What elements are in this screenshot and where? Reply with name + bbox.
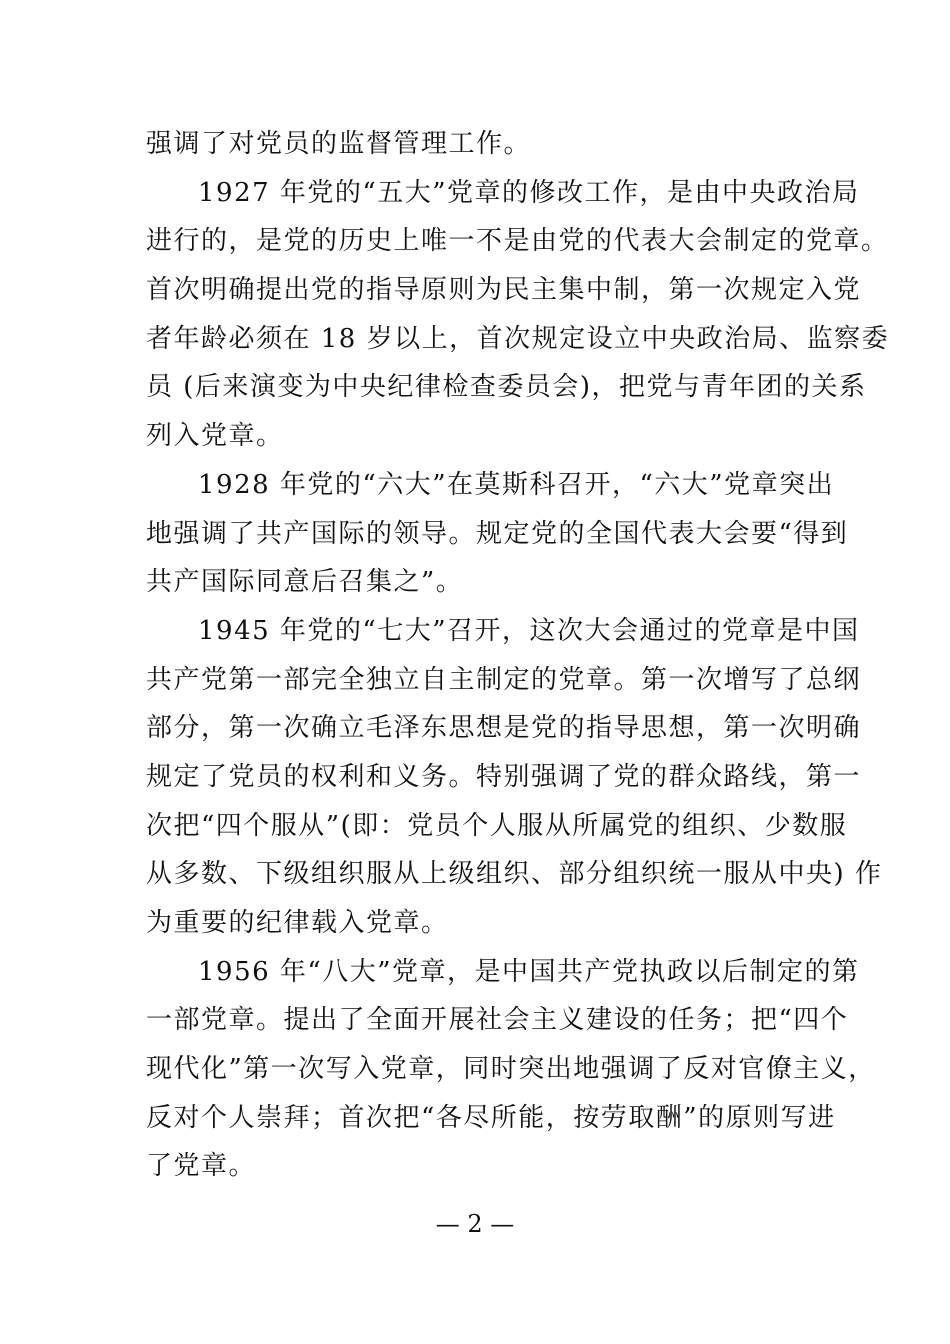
text-line: 进行的，是党的历史上唯一不是由党的代表大会制定的党章。 [146, 226, 889, 257]
text-line: 1956 年“八大”党章，是中国共产党执政以后制定的第 [198, 956, 860, 987]
text-line: 为重要的纪律载入党章。 [146, 908, 449, 938]
text-line: 首次明确提出党的指导原则为民主集中制，第一次规定入党 [146, 275, 862, 306]
text-line: 者年龄必须在 18 岁以上，首次规定设立中央政治局、监察委 [146, 323, 890, 354]
text-line: 次把“四个服从”(即：党员个人服从所属党的组织、少数服 [146, 810, 848, 841]
text-line: 共产国际同意后召集之”。 [146, 567, 464, 598]
text-line: 规定了党员的权利和义务。特别强调了党的群众路线，第一 [146, 761, 862, 792]
text-line: 现代化”第一次写入党章，同时突出地强调了反对官僚主义， [146, 1054, 876, 1085]
text-line: 1928 年党的“六大”在莫斯科召开，“六大”党章突出 [198, 469, 835, 500]
text-line: 1927 年党的“五大”党章的修改工作，是由中央政治局 [198, 177, 860, 208]
text-line: 员 (后来演变为中央纪律检查委员会)，把党与青年团的关系 [146, 372, 867, 403]
body-text [146, 120, 890, 1191]
text-line: 一部党章。提出了全面开展社会主义建设的任务；把“四个 [146, 1005, 849, 1036]
text-line: 从多数、下级组织服从上级组织、部分组织统一服从中央) 作 [146, 859, 883, 890]
text-line: 1945 年党的“七大”召开，这次大会通过的党章是中国 [198, 615, 860, 646]
text-line: 地强调了共产国际的领导。规定党的全国代表大会要“得到 [146, 518, 849, 549]
text-line: 反对个人崇拜；首次把“各尽所能，按劳取酬”的原则写进 [146, 1102, 836, 1133]
page-number: — 2 — [435, 1210, 515, 1238]
text-line: 强调了对党员的监督管理工作。 [146, 129, 532, 159]
text-line: 部分，第一次确立毛泽东思想是党的指导思想，第一次明确 [146, 713, 862, 744]
text-line: 列入党章。 [146, 421, 284, 452]
text-line: 了党章。 [146, 1151, 257, 1182]
text-line: 共产党第一部完全独立自主制定的党章。第一次增写了总纲 [146, 664, 862, 695]
